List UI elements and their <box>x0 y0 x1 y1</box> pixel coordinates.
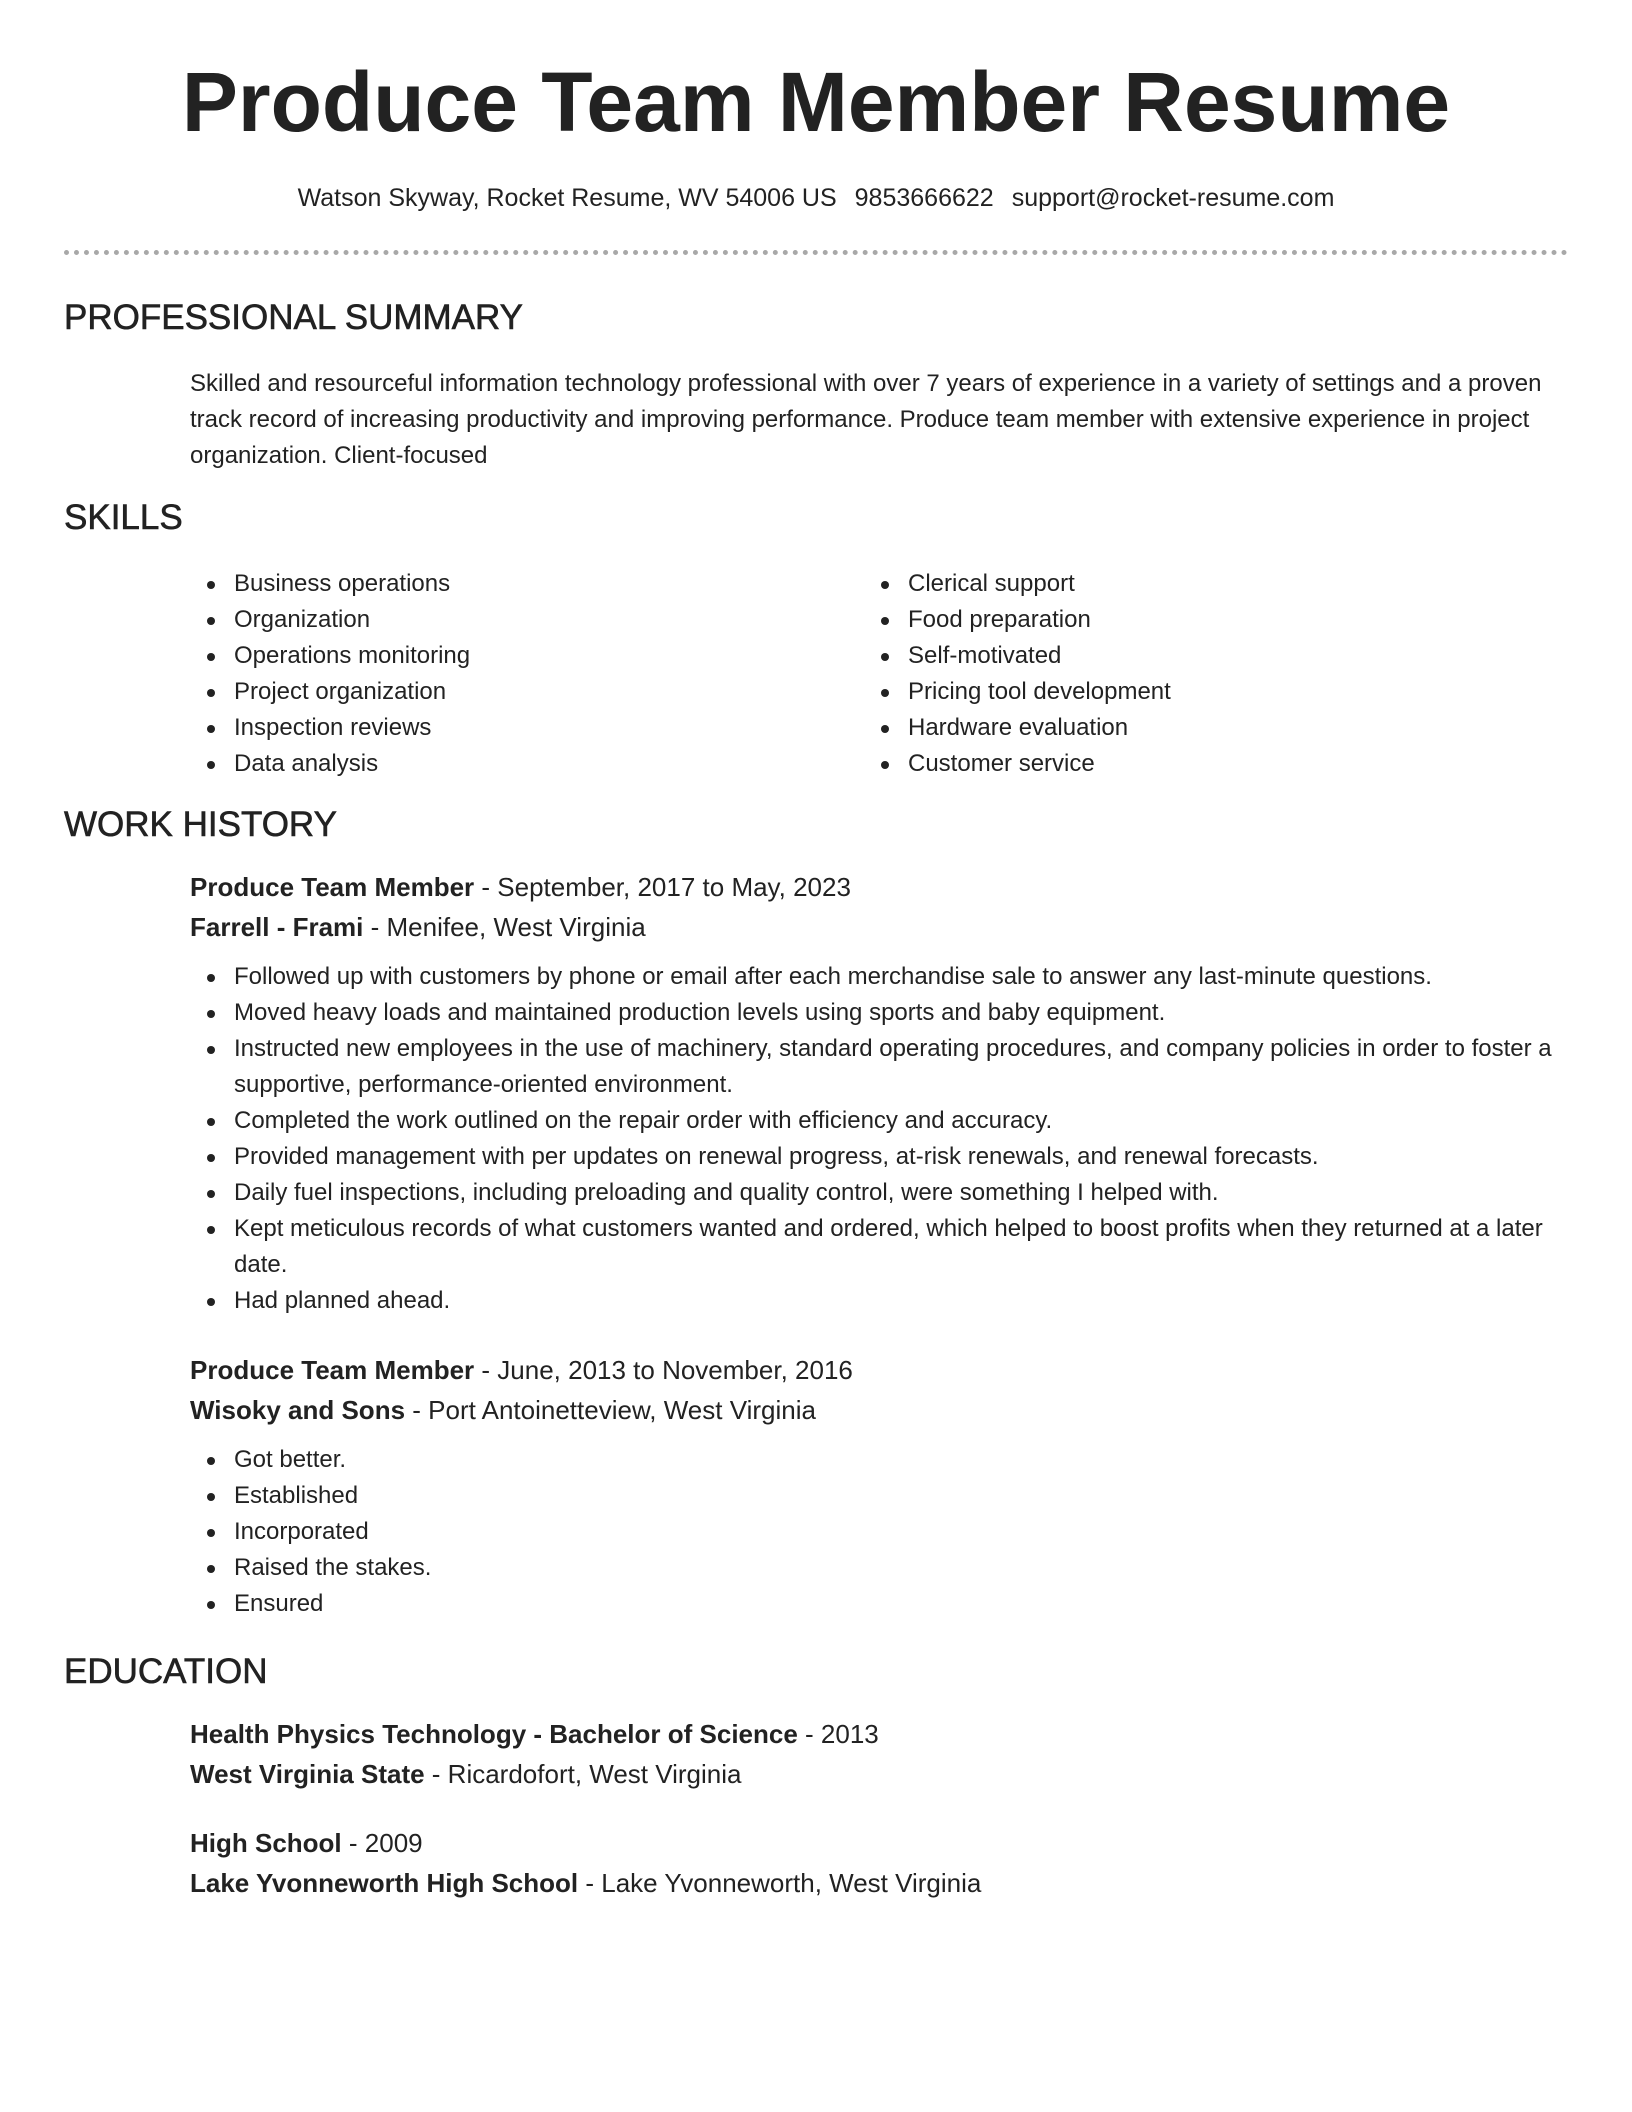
education-entry <box>190 1823 1568 1903</box>
job-bullet: Provided management with per updates on renewal progress, at-risk renewals, and renewal forecasts. <box>190 1139 1568 1175</box>
job-dates: - June, 2013 to November, 2016 <box>474 1355 853 1385</box>
job-bullet: Had planned ahead. <box>190 1283 1568 1319</box>
edu-school-line <box>190 1754 1568 1794</box>
job-bullet: Daily fuel inspections, including preloading and quality control, were something I helped with. <box>190 1175 1568 1211</box>
job-bullet: Moved heavy loads and maintained production levels using sports and baby equipment. <box>190 995 1568 1031</box>
job-location: - Port Antoinetteview, West Virginia <box>405 1395 816 1425</box>
skill-item: Pricing tool development <box>864 674 1524 710</box>
job-company-line <box>190 907 1568 947</box>
job-bullets <box>190 959 1568 1319</box>
summary-text: Skilled and resourceful information technology professional with over 7 years of experience in a variety of settings and a proven track record of increasing productivity and improving performance. Produce team member with extensive experience in project organization. Client-focused <box>190 370 1542 469</box>
job-title-line <box>190 867 1568 907</box>
skill-item: Self-motivated <box>864 638 1524 674</box>
education-entry <box>190 1714 1568 1794</box>
job-title-line <box>190 1350 1568 1390</box>
summary-heading: PROFESSIONAL SUMMARY <box>64 298 523 337</box>
job-title: Produce Team Member <box>190 1355 475 1385</box>
edu-location: - Ricardofort, West Virginia <box>424 1759 742 1789</box>
edu-degree-line <box>190 1714 1568 1754</box>
job-bullet: Followed up with customers by phone or email after each merchandise sale to answer any last-minute questions. <box>190 959 1568 995</box>
job-bullets <box>190 1442 1568 1622</box>
edu-school: West Virginia State <box>190 1759 425 1789</box>
skill-item: Organization <box>190 602 850 638</box>
job-company: Wisoky and Sons <box>190 1395 406 1425</box>
skills-list-left <box>190 566 850 782</box>
job-entry <box>190 1350 1568 1622</box>
contact-line <box>0 180 1632 216</box>
work-heading: WORK HISTORY <box>64 805 337 844</box>
edu-year: - 2013 <box>797 1719 879 1749</box>
resume-title: Produce Team Member Resume <box>181 55 1451 149</box>
skill-item: Data analysis <box>190 746 850 782</box>
job-dates: - September, 2017 to May, 2023 <box>474 872 851 902</box>
edu-year: - 2009 <box>341 1828 423 1858</box>
skill-item: Business operations <box>190 566 850 602</box>
job-title: Produce Team Member <box>190 872 475 902</box>
skills-heading: SKILLS <box>64 498 183 537</box>
job-entry <box>190 867 1568 1319</box>
skill-item: Clerical support <box>864 566 1524 602</box>
job-company: Farrell - Frami <box>190 912 364 942</box>
contact-address: Watson Skyway, Rocket Resume, WV 54006 US <box>297 184 837 212</box>
edu-location: - Lake Yvonneworth, West Virginia <box>578 1868 982 1898</box>
edu-degree: High School <box>190 1828 342 1858</box>
job-bullet: Kept meticulous records of what customers wanted and ordered, which helped to boost profits when they returned at a later date. <box>190 1211 1568 1283</box>
job-bullet: Got better. <box>190 1442 1568 1478</box>
job-bullet: Instructed new employees in the use of machinery, standard operating procedures, and company policies in order to foster a supportive, performance-oriented environment. <box>190 1031 1568 1103</box>
header-divider <box>64 250 1568 255</box>
job-company-line <box>190 1390 1568 1430</box>
job-bullet: Incorporated <box>190 1514 1568 1550</box>
edu-degree-line <box>190 1823 1568 1863</box>
skill-item: Project organization <box>190 674 850 710</box>
edu-school-line <box>190 1863 1568 1903</box>
education-heading: EDUCATION <box>64 1652 268 1691</box>
job-bullet: Ensured <box>190 1586 1568 1622</box>
skill-item: Food preparation <box>864 602 1524 638</box>
job-bullet: Completed the work outlined on the repair order with efficiency and accuracy. <box>190 1103 1568 1139</box>
contact-phone: 9853666622 <box>854 184 994 212</box>
skill-item: Inspection reviews <box>190 710 850 746</box>
edu-school: Lake Yvonneworth High School <box>190 1868 579 1898</box>
skill-item: Hardware evaluation <box>864 710 1524 746</box>
edu-degree: Health Physics Technology - Bachelor of Science <box>190 1719 798 1749</box>
job-location: - Menifee, West Virginia <box>363 912 646 942</box>
contact-email: support@rocket-resume.com <box>1011 184 1335 212</box>
job-bullet: Established <box>190 1478 1568 1514</box>
job-bullet: Raised the stakes. <box>190 1550 1568 1586</box>
skills-list-right <box>864 566 1524 782</box>
skill-item: Operations monitoring <box>190 638 850 674</box>
skill-item: Customer service <box>864 746 1524 782</box>
